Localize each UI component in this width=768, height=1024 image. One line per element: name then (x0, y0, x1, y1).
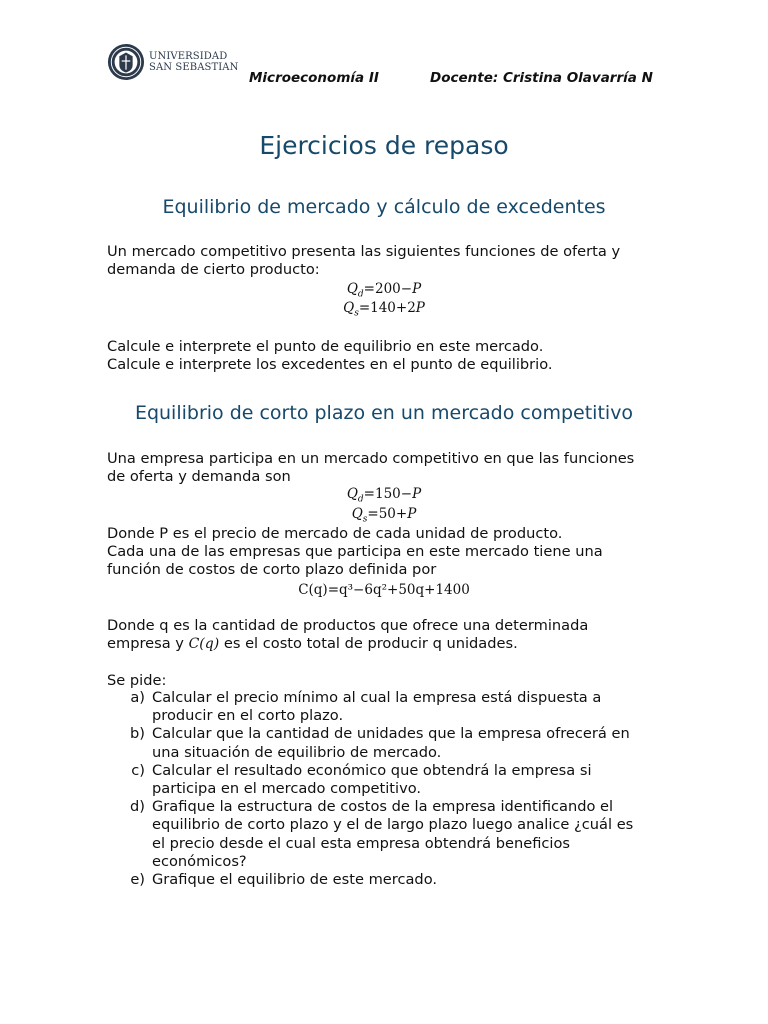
demand-equation-2 (0, 485, 768, 503)
paragraph-text: empresa y (107, 635, 184, 653)
task-item-line: Calcular que la cantidad de unidades que la empresa ofrecerá en (152, 725, 630, 743)
eq-variable: P (412, 281, 422, 297)
section2-paragraph-3 (107, 617, 667, 653)
eq-variable: P (407, 506, 417, 522)
eq-symbol: Q (346, 281, 358, 297)
logo-line1: UNIVERSIDAD (149, 51, 228, 62)
university-logo (107, 43, 238, 81)
eq-subscript: d (357, 289, 364, 300)
section2-intro-line1: Una empresa participa en un mercado competitivo en que las funciones (107, 450, 635, 467)
task-item (107, 871, 667, 889)
task-item-marker: e) (130, 871, 145, 889)
section1-intro (107, 243, 667, 279)
section2-paragraph-3-line1: Donde q es la cantidad de productos que ofrece una determinada (107, 617, 589, 634)
task-item-marker: d) (130, 798, 145, 816)
task-item-text (152, 762, 654, 798)
task-item-text (152, 871, 654, 889)
course-name: Microeconomía II (249, 70, 379, 86)
section2-paragraph-2-line2: función de costos de corto plazo definida por (107, 561, 437, 579)
task-item-text (152, 798, 654, 871)
eq-subscript: s (362, 514, 368, 525)
task-item (107, 762, 667, 798)
eq-rhs: =50+ (367, 506, 408, 522)
eq-rhs: =200− (363, 281, 413, 297)
section1-intro-line2: demanda de cierto producto: (107, 261, 320, 279)
eq-variable: P (412, 486, 422, 502)
cost-function-equation: C(q)=q³−6q²+50q+1400 (298, 582, 470, 598)
task-list (107, 689, 667, 889)
eq-subscript: d (357, 494, 364, 505)
section2-paragraph-2-line1: Cada una de las empresas que participa en este mercado tiene una (107, 543, 603, 561)
task-item-line: equilibrio de corto plazo y el de largo plazo luego analice ¿cuál es (152, 816, 634, 834)
university-name (149, 51, 238, 73)
eq-variable: P (415, 300, 425, 316)
task-item-line: Calcular el precio mínimo al cual la empresa está dispuesta a (152, 689, 602, 706)
task-item-line: Grafique el equilibrio de este mercado. (152, 871, 438, 889)
task-item-line: Grafique la estructura de costos de la empresa identificando el (152, 798, 614, 816)
section1-heading: Equilibrio de mercado y cálculo de excedentes (162, 196, 606, 218)
paragraph-text: es el costo total de producir q unidades. (223, 635, 518, 653)
supply-equation-2 (0, 505, 768, 523)
task-item-marker: c) (131, 761, 145, 779)
section1-question-2: Calcule e interprete los excedentes en el punto de equilibrio. (107, 356, 553, 374)
eq-rhs: =140+2 (358, 300, 416, 316)
task-item-line: una situación de equilibrio de mercado. (152, 743, 442, 761)
task-item-line: Calcular el resultado económico que obtendrá la empresa si (152, 761, 592, 779)
section2-body (107, 525, 667, 580)
section2-paragraph-1: Donde P es el precio de mercado de cada unidad de producto. (107, 525, 563, 542)
task-item (107, 798, 667, 871)
eq-subscript: s (354, 308, 359, 319)
task-item-line: el precio desde el cual esta empresa obtendrá beneficios (152, 834, 570, 852)
logo-line2: SAN SEBASTIAN (149, 62, 239, 73)
teacher-name: Docente: Cristina Olavarría N (430, 70, 653, 86)
inline-math-cost: C(q) (188, 636, 220, 653)
task-item (107, 689, 667, 725)
task-item-text (152, 725, 654, 761)
task-item-line: producir en el corto plazo. (152, 707, 344, 725)
supply-equation-1 (0, 299, 768, 317)
section1-intro-line1: Un mercado competitivo presenta las siguientes funciones de oferta y (107, 243, 621, 260)
task-item-line: participa en el mercado competitivo. (152, 780, 422, 798)
section2-heading: Equilibrio de corto plazo en un mercado competitivo (134, 402, 634, 424)
section2-paragraph-3-line2 (107, 635, 667, 653)
section2-intro (107, 450, 667, 486)
section2-intro-line2: de oferta y demanda son (107, 468, 291, 486)
task-item-marker: b) (130, 725, 145, 743)
section1-question-1: Calcule e interprete el punto de equilibrio en este mercado. (107, 338, 544, 355)
demand-equation-1 (0, 280, 768, 298)
se-pide-label: Se pide: (107, 672, 167, 689)
task-item-line: económicos? (152, 852, 247, 870)
page-title: Ejercicios de repaso (259, 131, 509, 160)
eq-rhs: =150− (363, 486, 413, 502)
eq-symbol: Q (343, 300, 355, 316)
eq-symbol: Q (351, 506, 363, 522)
university-seal-icon (107, 43, 145, 81)
section1-questions (107, 338, 667, 374)
eq-symbol: Q (346, 486, 358, 502)
task-item-text (152, 689, 654, 725)
task-item (107, 725, 667, 761)
task-item-marker: a) (130, 689, 145, 706)
